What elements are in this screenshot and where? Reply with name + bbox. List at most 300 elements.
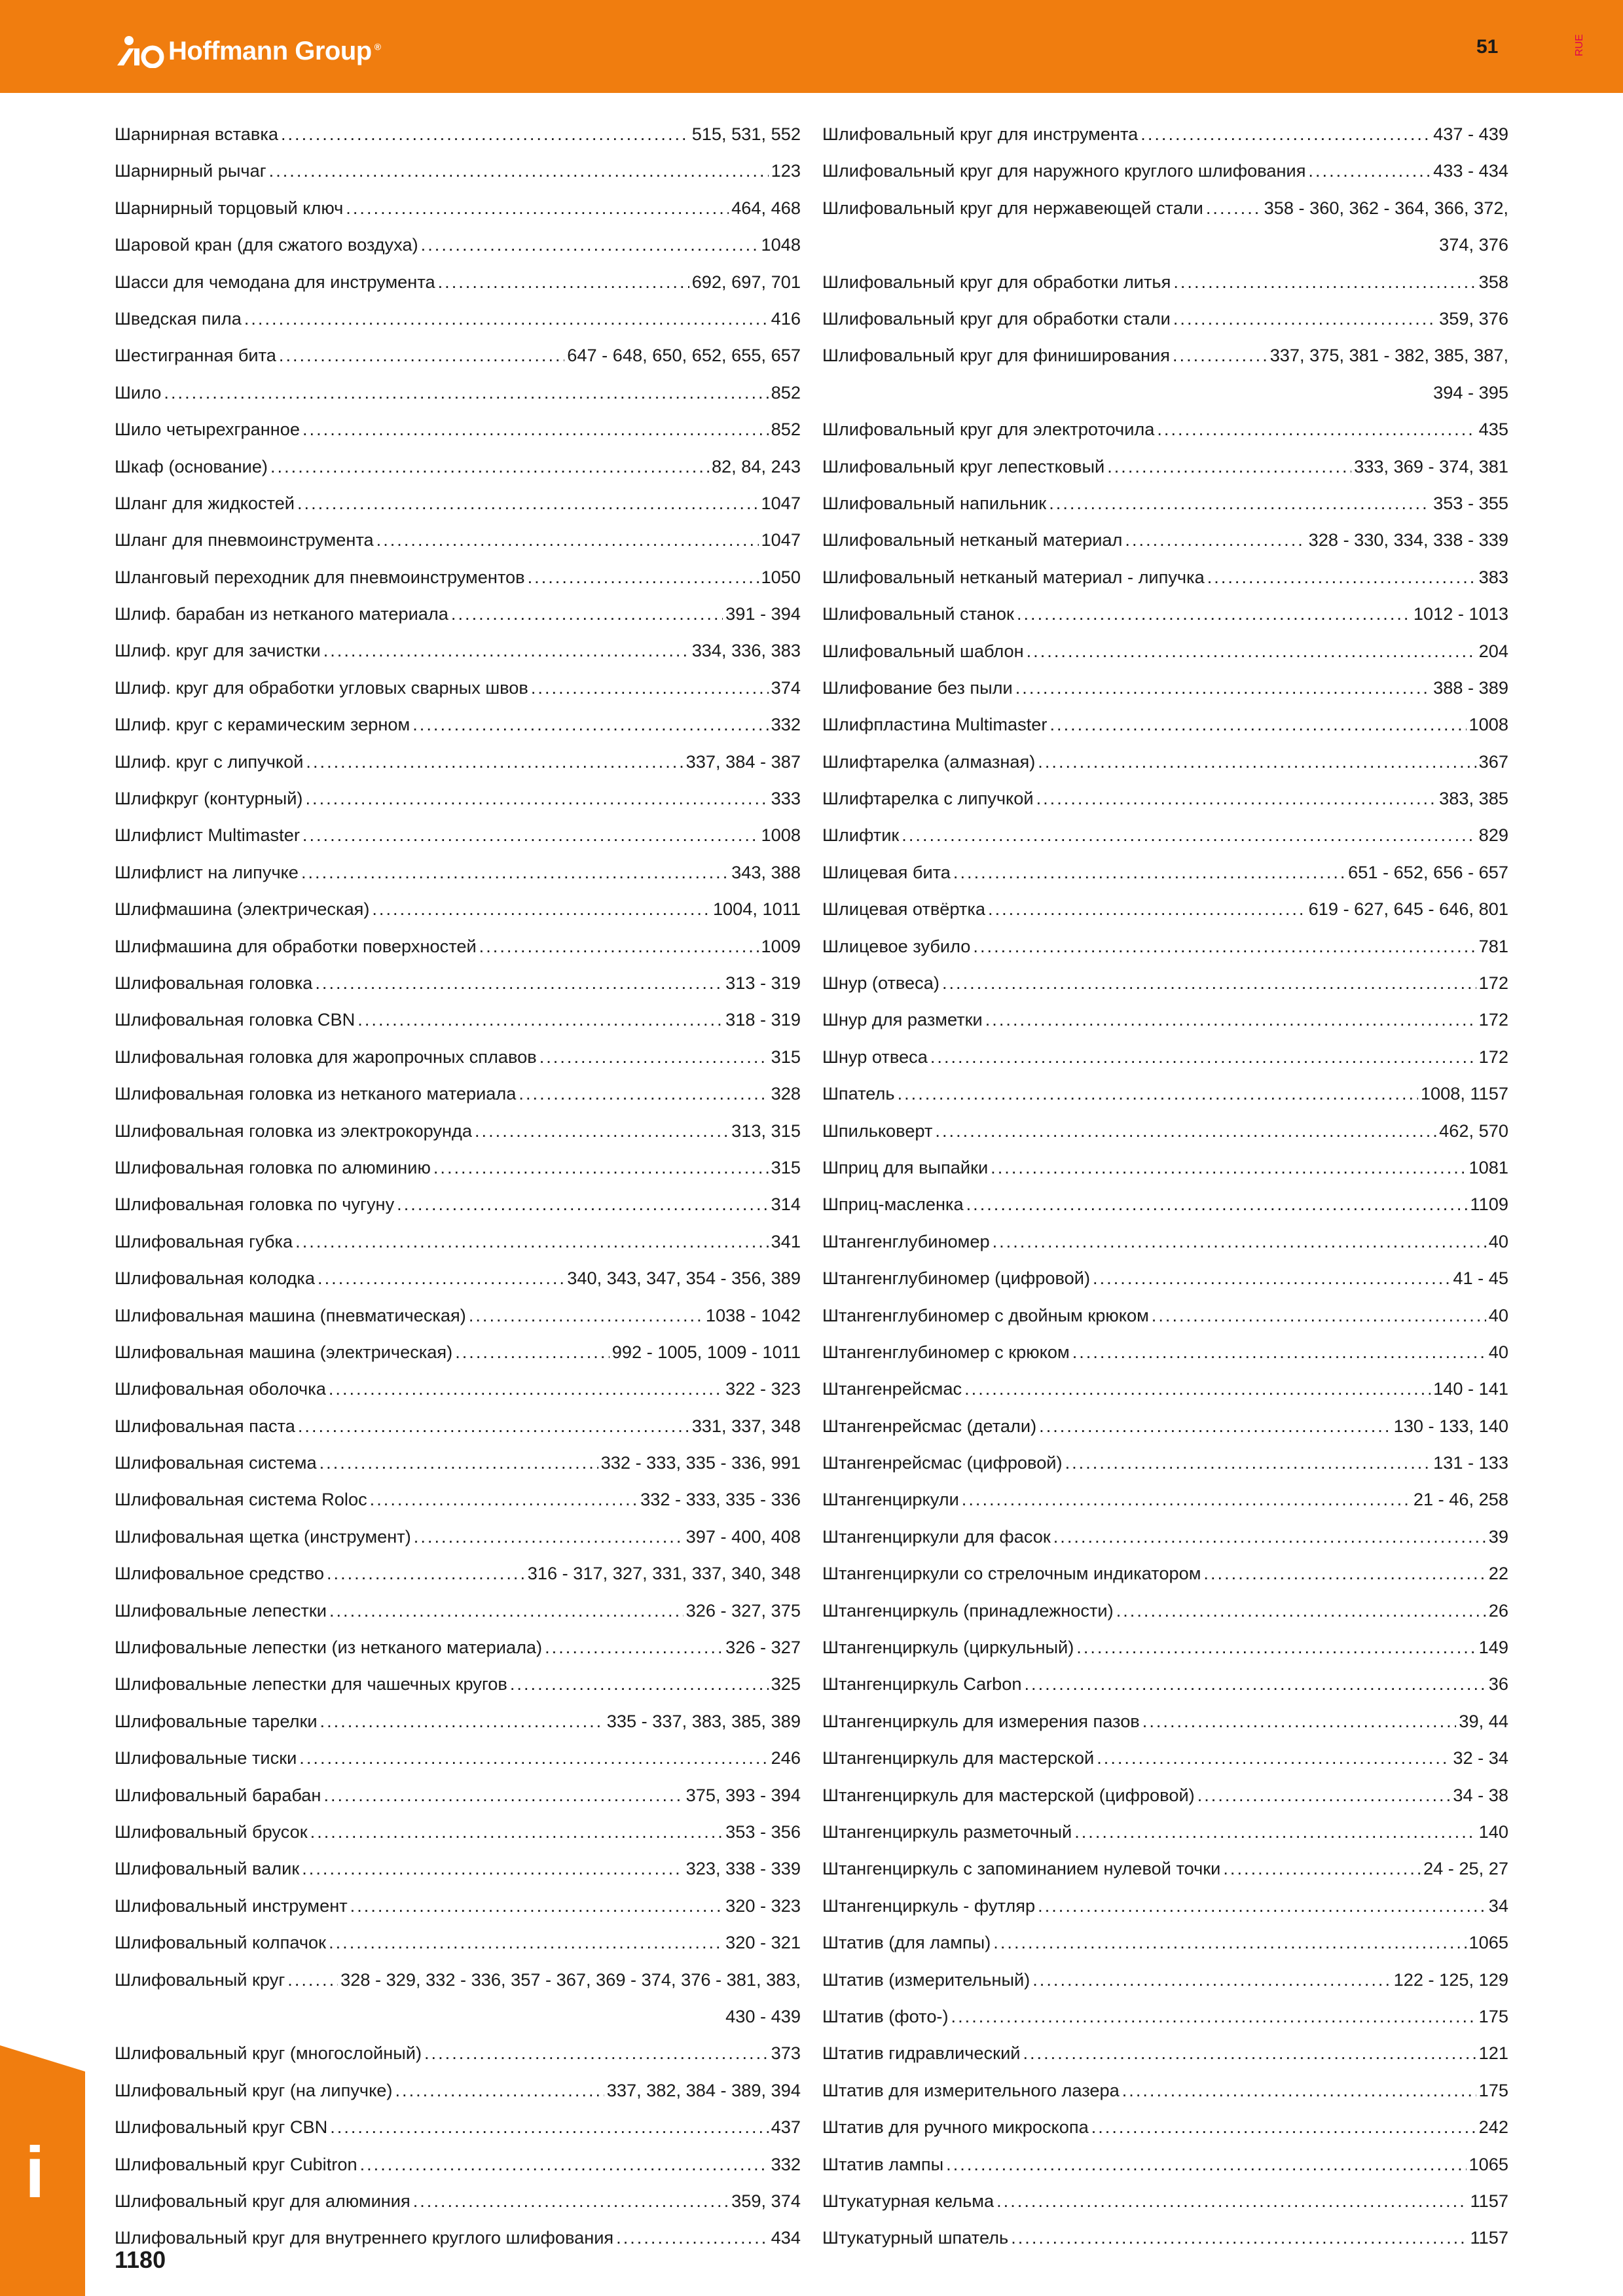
entry-pages: 172 — [1478, 1009, 1508, 1030]
index-entry — [115, 1481, 801, 1518]
leader-dots — [413, 2183, 729, 2219]
leader-dots — [1032, 1962, 1391, 1998]
entry-term: Шлифовальный круг для нержавеющей стали — [822, 197, 1203, 218]
entry-term: Шпатель — [822, 1083, 895, 1104]
entry-pages: 204 — [1478, 640, 1508, 661]
info-tab-letter: i — [25, 2132, 45, 2213]
entry-pages: 647 - 648, 650, 652, 655, 657 — [567, 345, 801, 366]
entry-pages: 341 — [771, 1230, 801, 1251]
language-code: RUE — [1574, 34, 1585, 56]
leader-dots — [451, 596, 723, 632]
entry-pages: 1065 — [1468, 1932, 1508, 1953]
entry-term: Шлифовальный круг для финиширования — [822, 345, 1170, 366]
index-entry — [822, 411, 1508, 448]
entry-term: Шприц-масленка — [822, 1194, 964, 1215]
index-entry — [115, 817, 801, 853]
index-entry — [822, 337, 1508, 411]
index-entry — [822, 965, 1508, 1001]
index-entry — [822, 1408, 1508, 1444]
entry-pages: 359, 376 — [1439, 308, 1508, 329]
entry-pages: 337, 375, 381 - 382, 385, 387, — [1269, 345, 1508, 366]
entry-pages: 358 - 360, 362 - 364, 366, 372, — [1264, 197, 1508, 218]
index-entry — [822, 1814, 1508, 1850]
leader-dots — [327, 1555, 525, 1592]
leader-dots — [1036, 780, 1437, 817]
index-entry — [822, 1260, 1508, 1297]
entry-term: Штатив для измерительного лазера — [822, 2079, 1120, 2100]
entry-term: Штангенциркули — [822, 1489, 959, 1510]
leader-dots — [519, 1075, 768, 1112]
leader-dots — [1206, 190, 1262, 226]
entry-pages: 332 - 333, 335 - 336 — [640, 1489, 801, 1510]
index-entry — [115, 152, 801, 189]
index-entry — [822, 633, 1508, 670]
leader-dots — [1223, 1850, 1421, 1887]
index-entry — [115, 264, 801, 300]
index-entry — [115, 632, 801, 669]
entry-term: Шнур (отвеса) — [822, 973, 939, 994]
entry-pages: 340, 343, 347, 354 - 356, 389 — [567, 1268, 801, 1289]
entry-term: Шнур для разметки — [822, 1009, 983, 1030]
entry-pages: 328 - 330, 334, 338 - 339 — [1308, 529, 1508, 550]
entry-term: Штангенглубиномер (цифровой) — [822, 1268, 1091, 1289]
index-entry — [115, 1666, 801, 1702]
leader-dots — [305, 780, 768, 817]
leader-dots — [1140, 116, 1431, 152]
leader-dots — [1173, 264, 1476, 300]
index-entry — [822, 1481, 1508, 1518]
entry-pages: 22 — [1488, 1563, 1508, 1584]
entry-pages: 1004, 1011 — [712, 899, 801, 920]
leader-dots — [1074, 1814, 1476, 1850]
entry-term: Шлифовальный круг (многослойный) — [115, 2043, 422, 2064]
leader-dots — [1038, 1888, 1486, 1924]
entry-term: Штангенциркуль (принадлежности) — [822, 1600, 1114, 1621]
entry-pages: 322 - 323 — [725, 1378, 801, 1399]
entry-pages: 172 — [1478, 1046, 1508, 1067]
leader-dots — [1038, 744, 1476, 780]
entry-pages: 123 — [771, 160, 801, 181]
leader-dots — [1107, 448, 1351, 485]
index-entry — [822, 2035, 1508, 2072]
entry-term: Шлифовальная головка по алюминию — [115, 1157, 431, 1177]
entry-term: Штангенглубиномер с крюком — [822, 1341, 1070, 1362]
entry-term: Штангенциркули со стрелочным индикатором — [822, 1563, 1201, 1584]
index-entry — [115, 485, 801, 522]
leader-dots — [424, 2035, 769, 2072]
index-entry — [115, 2035, 801, 2072]
leader-dots — [1024, 1666, 1486, 1702]
entry-pages: 131 - 133 — [1433, 1452, 1508, 1473]
leader-dots — [993, 1223, 1486, 1260]
entry-term: Штангенциркуль для мастерской — [822, 1748, 1095, 1768]
entry-term: Шило четырехгранное — [115, 419, 300, 440]
entry-pages: 331, 337, 348 — [691, 1415, 801, 1436]
index-entry — [822, 1666, 1508, 1702]
entry-term: Шасси для чемодана для инструмента — [115, 271, 435, 292]
index-entry — [822, 1149, 1508, 1186]
entry-term: Шлифовальная губка — [115, 1230, 293, 1251]
index-entry — [115, 1408, 801, 1444]
entry-term: Шлифовальный круг для внутреннего круглого шлифования — [115, 2227, 614, 2248]
entry-term: Шлифовальная оболочка — [115, 1378, 326, 1399]
index-entry — [115, 744, 801, 780]
index-entry — [822, 448, 1508, 485]
entry-term: Шлифовальный шаблон — [822, 640, 1024, 661]
index-entry — [115, 706, 801, 743]
leader-dots — [323, 1777, 683, 1814]
entry-term: Шлифовальный круг Cubitron — [115, 2153, 357, 2174]
leader-dots — [964, 1371, 1431, 1407]
entry-term: Шлифование без пыли — [822, 677, 1013, 698]
index-entry — [822, 1924, 1508, 1961]
entry-term: Штатив (измерительный) — [822, 1969, 1030, 1990]
entry-pages: 464, 468 — [731, 197, 801, 218]
entry-pages: 335 - 337, 383, 385, 389 — [606, 1710, 801, 1731]
index-entry — [822, 1998, 1508, 2035]
index-entry — [822, 522, 1508, 558]
entry-pages: 41 - 45 — [1453, 1268, 1508, 1289]
leader-dots — [279, 337, 564, 374]
entry-term: Шарнирный рычаг — [115, 160, 266, 181]
entry-term: Шлифовальный нетканый материал — [822, 529, 1123, 550]
index-entry — [115, 1334, 801, 1371]
index-entry — [115, 1260, 801, 1297]
entry-term: Шлифовальный валик — [115, 1858, 300, 1879]
entry-pages: 326 - 327 — [725, 1637, 801, 1658]
leader-dots — [299, 1740, 768, 1776]
entry-term: Шлифовальная головка — [115, 972, 313, 993]
leader-dots — [438, 264, 689, 300]
leader-dots — [993, 1924, 1466, 1961]
entry-term: Шлифовальный круг для обработки стали — [822, 308, 1171, 329]
index-entry — [822, 928, 1508, 965]
leader-dots — [1039, 1408, 1391, 1444]
index-entry — [822, 1777, 1508, 1814]
entry-pages: 333, 369 - 374, 381 — [1354, 456, 1508, 476]
leader-dots — [616, 2219, 768, 2256]
leader-dots — [531, 670, 769, 706]
entry-pages: 852 — [771, 419, 801, 440]
entry-pages: 40 — [1488, 1341, 1508, 1362]
leader-dots — [297, 485, 759, 522]
entry-pages: 175 — [1478, 2079, 1508, 2100]
entry-pages: 337, 384 - 387 — [685, 751, 801, 772]
entry-pages: 326 - 327, 375 — [685, 1600, 801, 1621]
index-entry — [115, 374, 801, 411]
entry-pages: 433 - 434 — [1433, 160, 1508, 181]
leader-dots — [1065, 1444, 1431, 1481]
entry-term: Шлифовальные тарелки — [115, 1710, 318, 1731]
leader-dots — [376, 522, 759, 558]
leader-dots — [315, 965, 723, 1001]
leader-dots — [991, 1149, 1466, 1186]
entry-term: Штангенрейсмас (детали) — [822, 1415, 1037, 1436]
entry-term: Шлифовальная машина (пневматическая) — [115, 1304, 466, 1325]
entry-pages: 314 — [771, 1194, 801, 1215]
footer-page-number: 1180 — [115, 2246, 166, 2273]
index-entry — [822, 817, 1508, 853]
entry-term: Шлифовальный станок — [822, 603, 1014, 624]
entry-pages: 332 — [771, 714, 801, 735]
leader-dots — [1152, 1297, 1486, 1334]
entry-pages: 1008, 1157 — [1420, 1083, 1508, 1104]
entry-term: Шлифовальный колпачок — [115, 1932, 327, 1953]
leader-dots — [318, 1260, 564, 1297]
index-entry — [115, 891, 801, 927]
leader-dots — [372, 891, 710, 927]
entry-pages: 328 - 329, 332 - 336, 357 - 367, 369 - 374, 376 - 381, 383, — [340, 1969, 801, 1990]
index-entry — [822, 2219, 1508, 2256]
entry-pages: 82, 84, 243 — [711, 456, 801, 476]
index-entry — [822, 485, 1508, 522]
entry-term: Шлифовальная головка из электрокорунда — [115, 1120, 472, 1141]
leader-dots — [164, 374, 768, 411]
index-entry — [115, 1039, 801, 1075]
leader-dots — [1049, 485, 1431, 522]
entry-pages: 416 — [771, 308, 801, 329]
index-entry — [822, 1518, 1508, 1555]
entry-term: Шлифовальные тиски — [115, 1748, 297, 1768]
leader-dots — [996, 2183, 1467, 2219]
leader-dots — [302, 817, 759, 853]
index-entry — [115, 1888, 801, 1924]
leader-dots — [935, 1113, 1436, 1149]
entry-pages: 1109 — [1470, 1194, 1508, 1215]
entry-term: Шлифовальный круг для электроточила — [822, 419, 1155, 440]
leader-dots — [1049, 706, 1466, 743]
index-entry — [822, 300, 1508, 337]
entry-term: Шлифовальные лепестки — [115, 1600, 327, 1621]
index-entry — [115, 116, 801, 152]
leader-dots — [953, 854, 1345, 891]
leader-dots — [1015, 670, 1431, 706]
index-entry — [115, 1962, 801, 2036]
entry-term: Шлифовальный круг CBN — [115, 2117, 328, 2138]
entry-pages: 26 — [1488, 1600, 1508, 1621]
entry-term: Шлифовальная паста — [115, 1415, 295, 1436]
entry-pages: 435 — [1478, 419, 1508, 440]
entry-term: Шланг для пневмоинструмента — [115, 529, 374, 550]
index-entry — [115, 596, 801, 632]
index-entry — [822, 706, 1508, 743]
index-entry — [115, 928, 801, 965]
index-entry — [822, 1888, 1508, 1924]
index-entry — [822, 116, 1508, 152]
index-entry — [115, 1075, 801, 1112]
entry-pages: 692, 697, 701 — [691, 271, 801, 292]
entry-pages: 1065 — [1468, 2153, 1508, 2174]
leader-dots — [329, 1371, 723, 1407]
entry-term: Шлифтарелка с липучкой — [822, 788, 1034, 809]
entry-term: Шлифовальные лепестки для чашечных кругов — [115, 1674, 507, 1695]
entry-pages: 320 - 321 — [725, 1932, 801, 1953]
index-entry — [115, 522, 801, 558]
index-entry — [115, 1629, 801, 1666]
index-entry — [822, 1039, 1508, 1075]
leader-dots — [360, 2146, 769, 2183]
index-entry — [822, 854, 1508, 891]
entry-pages: 375, 393 - 394 — [685, 1784, 801, 1805]
entry-term: Шведская пила — [115, 308, 242, 329]
leader-dots — [395, 2072, 604, 2109]
entry-pages: 852 — [771, 382, 801, 403]
entry-term: Штатив (для лампы) — [822, 1932, 991, 1953]
entry-term: Штатив для ручного микроскопа — [822, 2117, 1089, 2138]
entry-pages: 328 — [771, 1083, 801, 1104]
leader-dots — [346, 190, 729, 226]
leader-dots — [528, 559, 759, 596]
entry-pages: 383 — [1478, 566, 1508, 587]
entry-pages: 130 - 133, 140 — [1393, 1415, 1508, 1436]
entry-pages: 1009 — [761, 935, 801, 956]
index-entry — [115, 1924, 801, 1961]
brand-logo: Hoffmann Group ® — [115, 34, 381, 68]
leader-dots — [510, 1666, 769, 1702]
index-entry — [822, 559, 1508, 596]
entry-term: Штукатурный шпатель — [822, 2227, 1009, 2248]
entry-term: Шланг для жидкостей — [115, 492, 295, 513]
leader-dots — [287, 1962, 338, 1998]
entry-pages: 121 — [1478, 2043, 1508, 2064]
entry-pages: 462, 570 — [1439, 1120, 1508, 1141]
entry-pages: 1047 — [761, 492, 801, 513]
leader-dots — [319, 1444, 598, 1481]
index-entry — [822, 744, 1508, 780]
leader-dots — [898, 1075, 1418, 1112]
entry-pages: 1081 — [1468, 1157, 1508, 1177]
entry-pages: 1008 — [761, 825, 801, 846]
entry-term: Шланговый переходник для пневмоинструментов — [115, 566, 525, 587]
leader-dots — [414, 1518, 684, 1555]
entry-pages: 140 — [1478, 1821, 1508, 1842]
index-entry — [115, 2183, 801, 2219]
leader-dots — [330, 2109, 768, 2145]
entry-term: Шлифовальный круг — [115, 1969, 285, 1990]
entry-term: Штангенрейсмас (цифровой) — [822, 1452, 1063, 1473]
leader-dots — [985, 1001, 1476, 1038]
entry-term: Шпильковерт — [822, 1120, 933, 1141]
entry-term: Шестигранная бита — [115, 345, 276, 366]
index-entry — [822, 1223, 1508, 1260]
entry-pages: 1050 — [761, 566, 801, 587]
leader-dots — [946, 2146, 1466, 2183]
entry-term: Шкаф (основание) — [115, 456, 268, 476]
leader-dots — [962, 1481, 1411, 1518]
entry-term: Шлифкруг (контурный) — [115, 788, 303, 809]
entry-term: Шлифовальная головка из нетканого материала — [115, 1083, 517, 1104]
entry-term: Шлиф. барабан из нетканого материала — [115, 603, 448, 624]
index-entry — [115, 1814, 801, 1850]
leader-dots — [301, 854, 729, 891]
leader-dots — [1203, 1555, 1486, 1592]
index-entry — [115, 1444, 801, 1481]
index-entry — [822, 1001, 1508, 1038]
index-entry — [115, 1850, 801, 1887]
entry-term: Шлиф. круг для обработки угловых сварных швов — [115, 677, 528, 698]
index-entry — [115, 780, 801, 817]
leader-dots — [397, 1186, 768, 1223]
entry-pages-continued: 394 - 395 — [1433, 382, 1508, 403]
entry-term: Шарнирная вставка — [115, 124, 278, 144]
leader-dots — [421, 226, 759, 263]
entry-pages: 373 — [771, 2043, 801, 2064]
leader-dots — [966, 1186, 1468, 1223]
entry-term: Шлицевая отвёртка — [822, 899, 986, 920]
hoffmann-logo-icon — [115, 34, 166, 68]
entry-pages: 313, 315 — [731, 1120, 801, 1141]
entry-term: Шлифовальная машина (электрическая) — [115, 1341, 453, 1362]
entry-pages: 992 - 1005, 1009 - 1011 — [611, 1341, 801, 1362]
entry-term: Штангенциркуль разметочный — [822, 1821, 1072, 1842]
index-entry — [822, 596, 1508, 632]
index-entry — [822, 1297, 1508, 1334]
entry-pages: 318 - 319 — [725, 1009, 801, 1030]
leader-dots — [942, 965, 1476, 1001]
leader-dots — [329, 1592, 684, 1629]
leader-dots — [1023, 2035, 1476, 2072]
index-entry — [115, 1297, 801, 1334]
entry-pages: 40 — [1488, 1304, 1508, 1325]
entry-pages: 24 - 25, 27 — [1423, 1858, 1508, 1879]
entry-pages: 434 — [771, 2227, 801, 2248]
entry-term: Шлифовальные лепестки (из нетканого материала) — [115, 1637, 543, 1658]
leader-dots — [295, 1223, 768, 1260]
entry-pages: 515, 531, 552 — [691, 124, 801, 144]
entry-term: Шлифовальный круг для алюминия — [115, 2190, 410, 2211]
index-entry — [115, 670, 801, 706]
entry-term: Шлифовальный барабан — [115, 1784, 321, 1805]
entry-pages: 781 — [1478, 935, 1508, 956]
entry-pages: 325 — [771, 1674, 801, 1695]
entry-term: Шприц для выпайки — [822, 1157, 989, 1177]
entry-term: Шлиф. круг с керамическим зерном — [115, 714, 410, 735]
leader-dots — [475, 1113, 729, 1149]
leader-dots — [1027, 633, 1476, 670]
index-entry — [115, 1371, 801, 1407]
entry-pages: 359, 374 — [731, 2190, 801, 2211]
entry-pages: 1012 - 1013 — [1413, 603, 1508, 624]
entry-term: Штатив лампы — [822, 2153, 944, 2174]
index-entry — [115, 226, 801, 263]
index-entry — [115, 2219, 801, 2256]
leader-dots — [320, 1703, 604, 1740]
leader-dots — [1122, 2072, 1476, 2109]
entry-term: Шлифовальный нетканый материал - липучка — [822, 566, 1205, 587]
entry-pages: 122 - 125, 129 — [1393, 1969, 1508, 1990]
index-entry — [822, 2109, 1508, 2145]
entry-pages: 32 - 34 — [1453, 1748, 1508, 1768]
entry-pages: 1048 — [761, 234, 801, 255]
index-entry — [115, 300, 801, 337]
index-entry — [822, 670, 1508, 706]
entry-term: Шлифтик — [822, 825, 900, 846]
leader-dots — [1308, 152, 1431, 189]
entry-term: Шлифовальная щетка (инструмент) — [115, 1526, 411, 1547]
index-entry — [115, 190, 801, 226]
leader-dots — [1093, 1260, 1450, 1297]
entry-pages: 334, 336, 383 — [691, 640, 801, 661]
index-entry — [822, 1334, 1508, 1371]
entry-pages: 1047 — [761, 529, 801, 550]
index-entry — [115, 337, 801, 374]
entry-term: Шлифовальный круг для инструмента — [822, 124, 1139, 144]
entry-pages: 36 — [1488, 1674, 1508, 1695]
entry-pages: 21 - 46, 258 — [1413, 1489, 1508, 1510]
entry-pages: 333 — [771, 788, 801, 809]
entry-term: Шлифмашина для обработки поверхностей — [115, 935, 477, 956]
header-bar — [0, 0, 1623, 93]
